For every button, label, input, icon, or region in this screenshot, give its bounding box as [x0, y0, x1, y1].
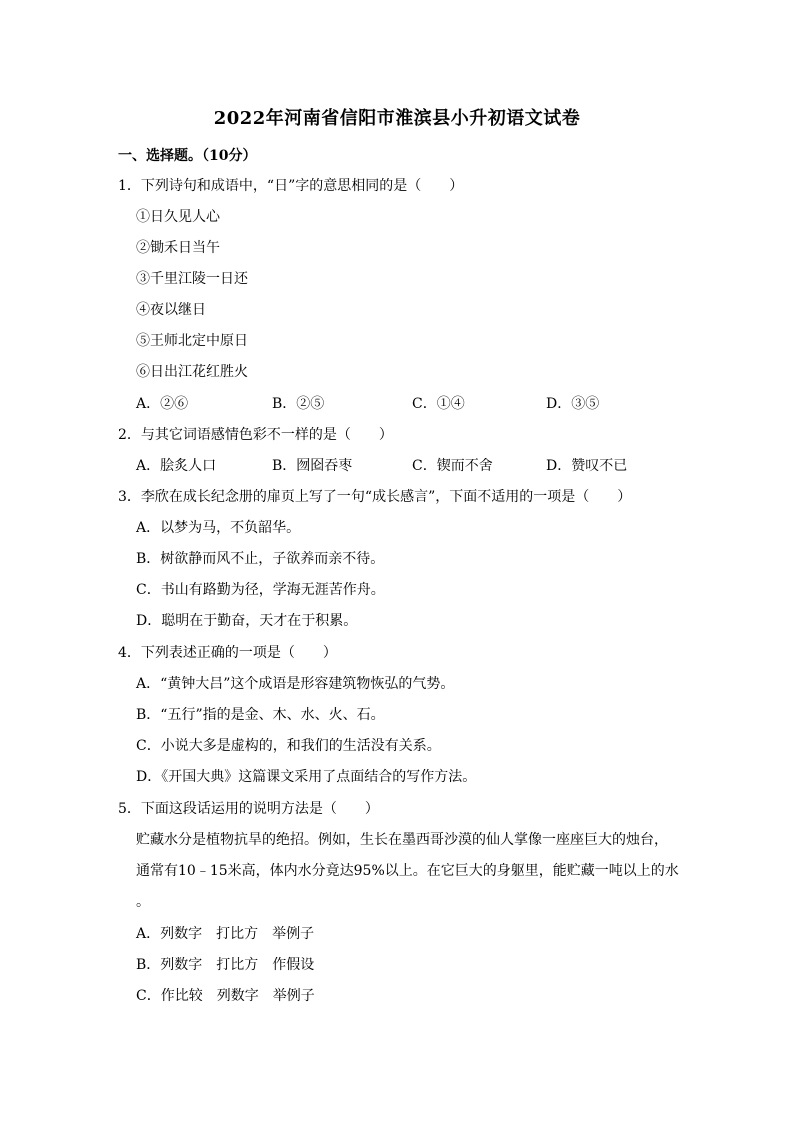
question-2-choice-c: C．锲而不舍 — [412, 458, 493, 474]
question-4-choice-a: A．“黄钟大吕”这个成语是形容建筑物恢弘的气势。 — [136, 676, 455, 692]
question-2-stem: 2．与其它词语感情色彩不一样的是（ ） — [118, 427, 393, 443]
question-5-passage: 贮藏水分是植物抗旱的绝招。例如，生长在墨西哥沙漠的仙人掌像一座座巨大的烛台， — [136, 832, 668, 848]
question-2-choice-d: D．赞叹不已 — [546, 458, 628, 474]
question-5-choice-c: C．作比较 列数字 举例子 — [136, 988, 315, 1004]
question-5-passage: 。 — [136, 894, 150, 910]
question-3-choice-a: A．以梦为马，不负韶华。 — [136, 520, 301, 536]
question-1-item: ⑤王师北定中原日 — [136, 333, 248, 349]
question-4-choice-c: C．小说大多是虚构的，和我们的生活没有关系。 — [136, 738, 441, 754]
question-1-item: ③千里江陵一日还 — [136, 271, 248, 287]
question-5-choice-a: A．列数字 打比方 举例子 — [136, 926, 315, 942]
question-3-stem: 3．李欣在成长纪念册的扉页上写了一句“成长感言”，下面不适用的一项是（ ） — [118, 489, 632, 505]
question-4-choice-b: B．“五行”指的是金、木、水、火、石。 — [136, 707, 385, 723]
question-1-choice-c: C．①④ — [412, 396, 465, 412]
question-1-stem: 1．下列诗句和成语中，“日”字的意思相同的是（ ） — [118, 178, 464, 194]
question-3-choice-c: C．书山有路勤为径，学海无涯苦作舟。 — [136, 582, 385, 598]
question-4-stem: 4．下列表述正确的一项是（ ） — [118, 645, 337, 661]
question-5-passage: 通常有10﹣15米高，体内水分竟达95%以上。在它巨大的身躯里，能贮藏一吨以上的水 — [136, 863, 679, 879]
question-1-item: ④夜以继日 — [136, 302, 206, 318]
question-5-stem: 5．下面这段话运用的说明方法是（ ） — [118, 801, 379, 817]
question-1-item: ⑥日出江花红胜火 — [136, 364, 248, 380]
question-1-item: ①日久见人心 — [136, 209, 220, 225]
section-heading: 一、选择题。（10分） — [118, 148, 257, 164]
question-3-choice-d: D．聪明在于勤奋，天才在于积累。 — [136, 613, 358, 629]
question-1-choice-b: B．②⑤ — [272, 396, 325, 412]
question-1-choice-d: D．③⑤ — [546, 396, 600, 412]
question-1-choice-a: A．②⑥ — [136, 396, 189, 412]
question-3-choice-b: B．树欲静而风不止，子欲养而亲不待。 — [136, 551, 385, 567]
question-1-item: ②锄禾日当午 — [136, 240, 220, 256]
question-2-choice-a: A．脍炙人口 — [136, 458, 217, 474]
question-4-choice-d: D．《开国大典》这篇课文采用了点面结合的写作方法。 — [136, 769, 477, 785]
question-5-choice-b: B．列数字 打比方 作假设 — [136, 957, 315, 973]
question-2-choice-b: B．囫囵吞枣 — [272, 458, 353, 474]
page-title: 2022年河南省信阳市淮滨县小升初语文试卷 — [213, 108, 581, 129]
